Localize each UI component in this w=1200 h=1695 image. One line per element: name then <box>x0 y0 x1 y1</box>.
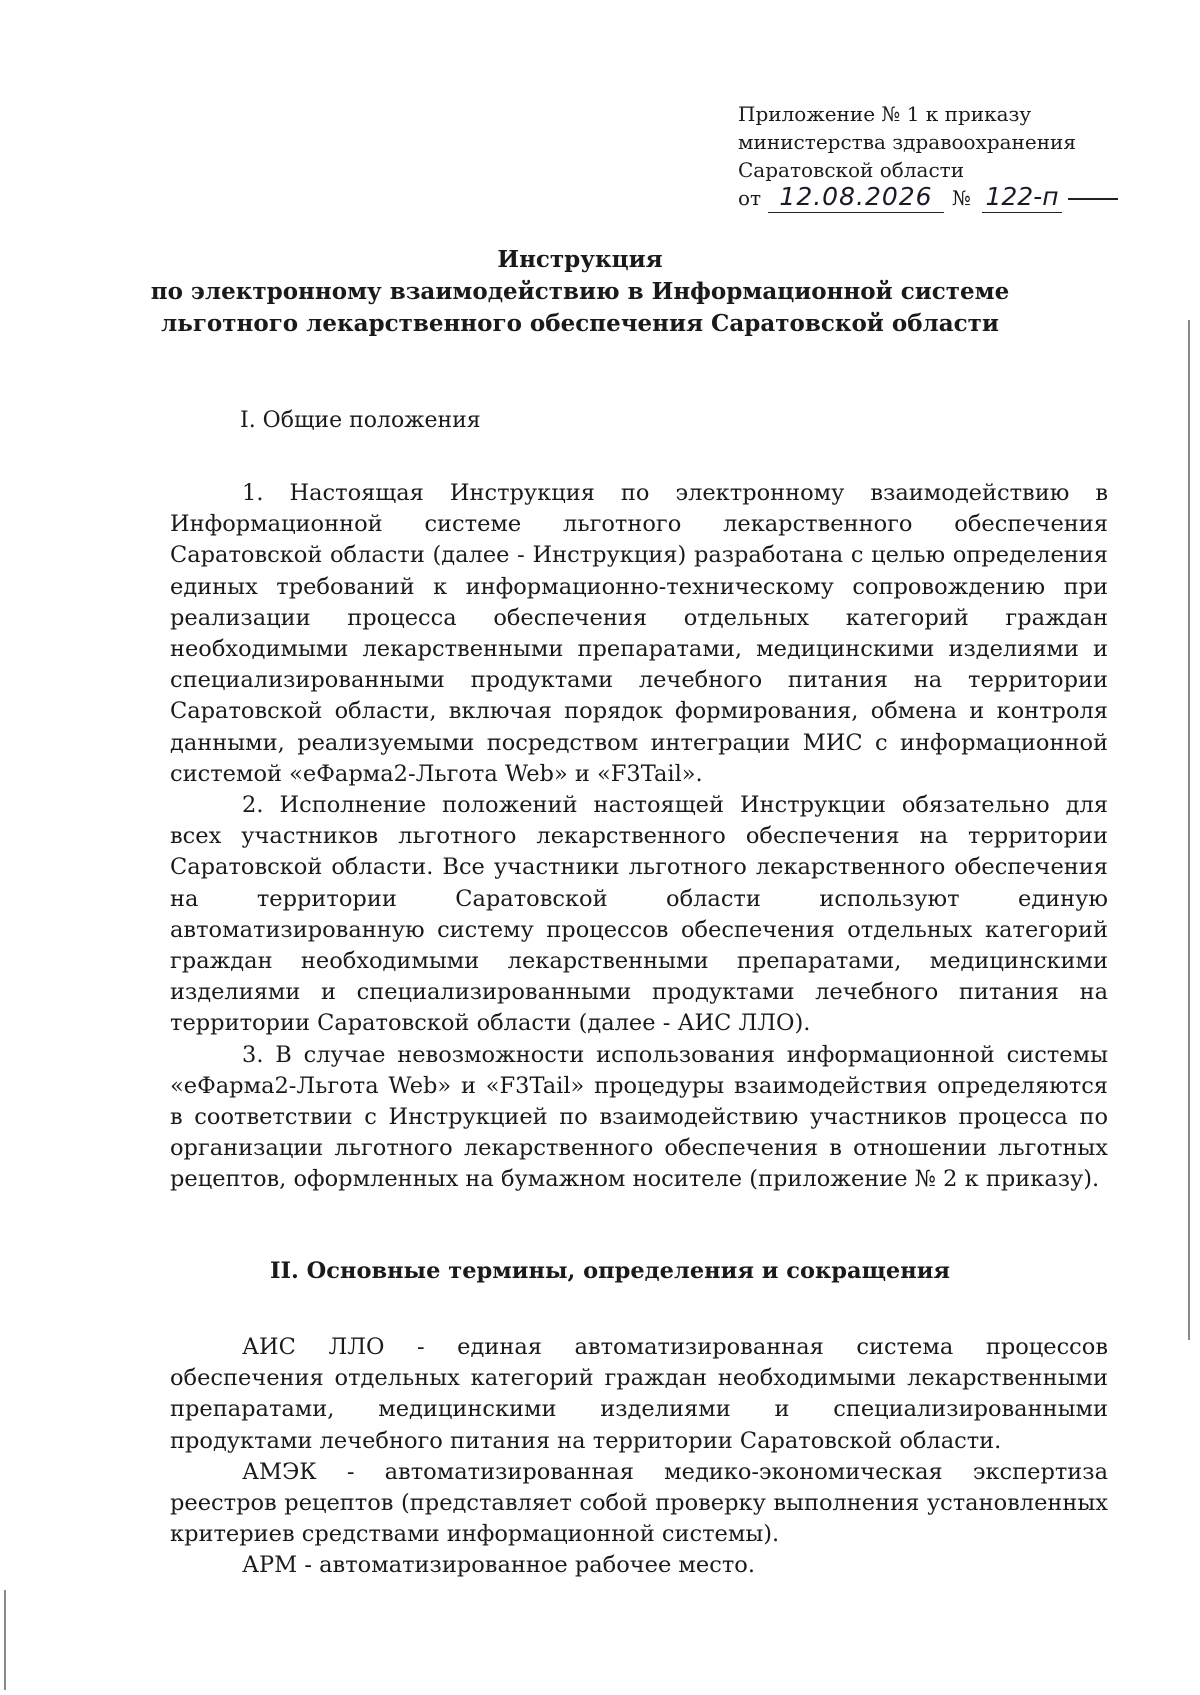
handwritten-number: 122-п <box>982 184 1062 213</box>
scan-edge-line-right <box>1188 320 1190 1340</box>
handwritten-stroke <box>1068 198 1118 200</box>
section-2-body <box>170 1332 1108 1582</box>
document-title <box>140 244 1020 340</box>
handwritten-date: 12.08.2026 <box>768 184 944 213</box>
section-1-body <box>170 478 1108 1196</box>
title-line-1: Инструкция <box>497 246 663 273</box>
annex-date-number-line <box>738 184 1076 214</box>
annex-line-2: министерства здравоохранения <box>738 130 1076 154</box>
annex-block <box>738 100 1076 214</box>
annex-line-1: Приложение № 1 к приказу <box>738 102 1032 126</box>
definition-paragraph: АИС ЛЛО - единая автоматизированная система процессов обеспечения отдельных категорий граждан необходимыми лекарственными препаратами, медицинскими изделиями и специализированными продуктами лечебного питания на территории Саратовской области. <box>170 1334 1108 1454</box>
title-line-2: по электронному взаимодействию в Информационной системе <box>150 278 1010 305</box>
definition-paragraph: АМЭК - автоматизированная медико-экономическая экспертиза реестров рецептов (представляет собой проверку выполнения установленных критериев средствами информационной системы). <box>170 1458 1108 1548</box>
scan-edge-line-left <box>4 1590 6 1690</box>
section-1-heading: I. Общие положения <box>240 408 481 433</box>
paragraph: 3. В случае невозможности использования информационной системы «еФарма2-Льгота Web» и «F3Tail» процедуры взаимодействия определяются в соответствии с Инструкцией по взаимодействию участников процесса по организации льготного лекарственного обеспечения в отношении льготных рецептов, оформленных на бумажном носителе (приложение № 2 к приказу). <box>170 1041 1108 1193</box>
paragraph: 2. Исполнение положений настоящей Инструкции обязательно для всех участников льготного лекарственного обеспечения на территории Саратовской области. Все участники льготного лекарственного обеспечения на территории Саратовской области используют единую автоматизированную систему процессов обеспечения отдельных категорий граждан необходимыми лекарственными препаратами, медицинскими изделиями и специализированными продуктами лечебного питания на территории Саратовской области (далее - АИС ЛЛО). <box>170 792 1108 1037</box>
number-label: № <box>952 186 971 210</box>
paragraph: 1. Настоящая Инструкция по электронному взаимодействию в Информационной системе льготного лекарственного обеспечения Саратовской области (далее - Инструкция) разработана с целью определения единых требований к информационно-техническому сопровождению при реализации процесса обеспечения отдельных категорий граждан необходимыми лекарственными препаратами, медицинскими изделиями и специализированными продуктами лечебного питания на территории Саратовской области, включая порядок формирования, обмена и контроля данными, реализуемыми посредством интеграции МИС с информационной системой «еФарма2-Льгота Web» и «F3Tail». <box>170 480 1108 787</box>
definition-paragraph: АРМ - автоматизированное рабочее место. <box>242 1552 755 1579</box>
section-2-heading: II. Основные термины, определения и сокращения <box>269 1258 951 1284</box>
title-line-3: льготного лекарственного обеспечения Саратовской области <box>161 310 999 337</box>
annex-line-3: Саратовской области <box>738 158 965 182</box>
from-label: от <box>738 186 762 210</box>
